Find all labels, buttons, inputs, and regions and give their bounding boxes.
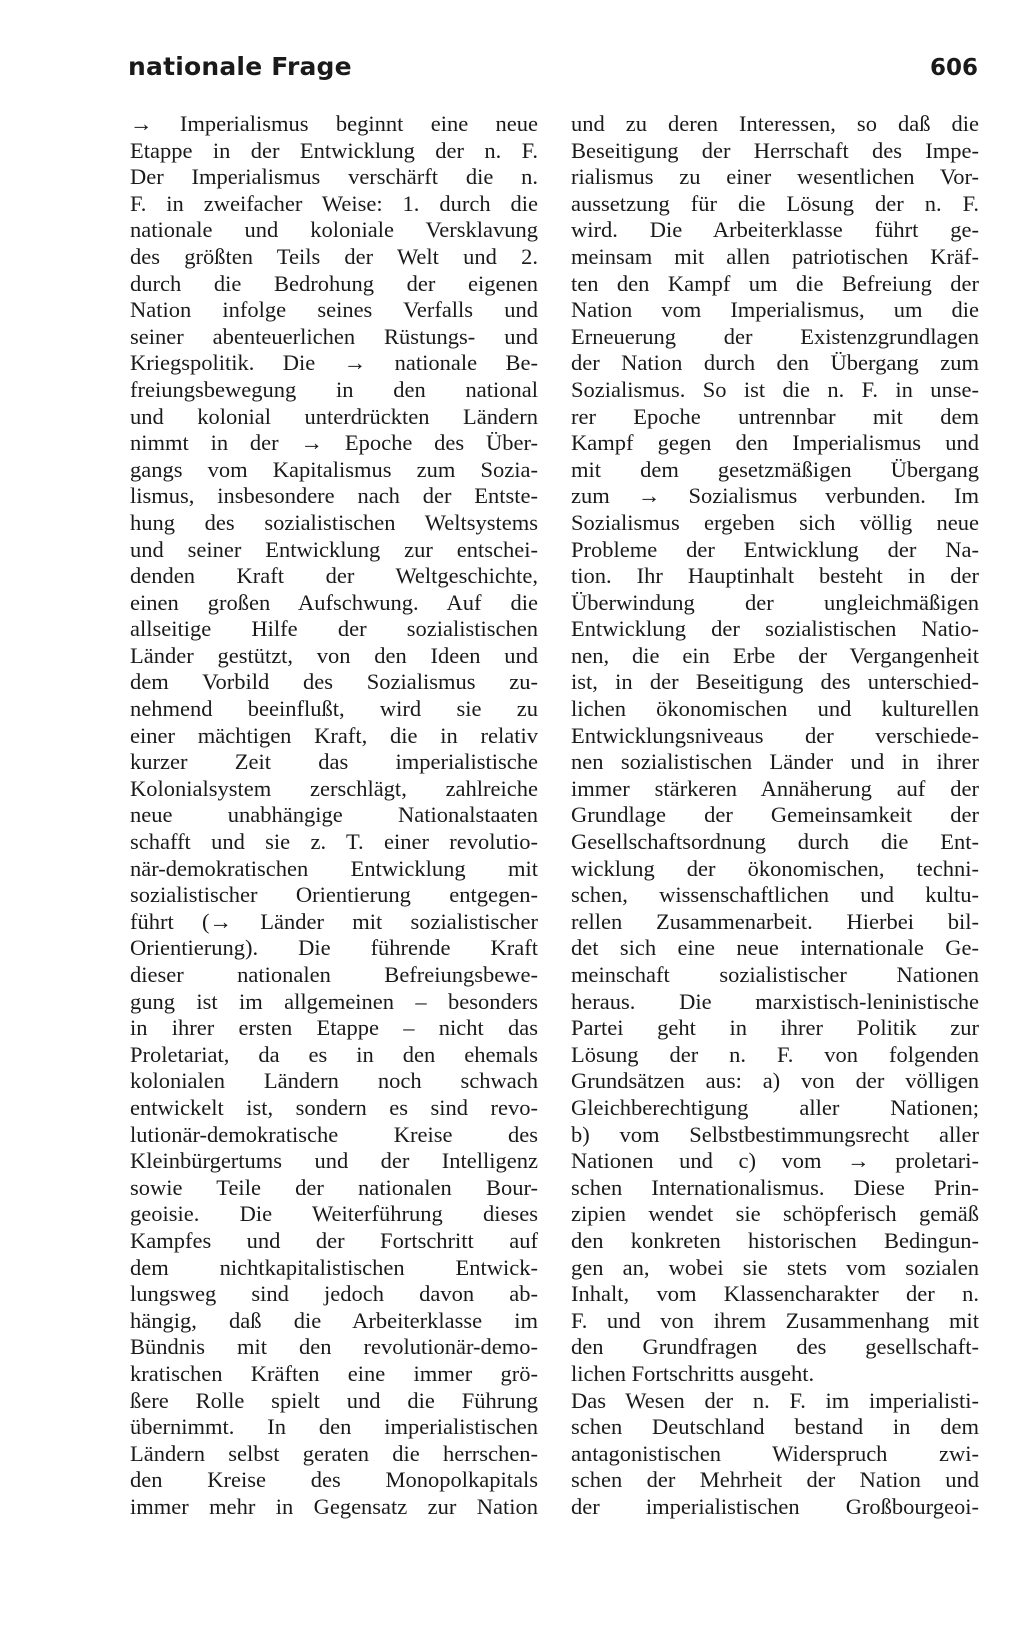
text-line: Beseitigung der Herrschaft des Impe- [571,137,979,163]
text-line: zum → Sozialismus verbunden. Im [571,483,979,509]
text-line: und zu deren Interessen, so daß die [571,111,979,136]
text-line: den Kreise des Monopolkapitals [130,1467,538,1493]
text-line: kolonialen Ländern noch schwach [130,1068,538,1094]
text-line: när-demokratischen Entwicklung mit [130,855,538,881]
text-line: einer mächtigen Kraft, die in relativ [130,722,538,748]
text-line: seiner abenteuerlichen Rüstungs- und [130,323,538,349]
text-line: der imperialistischen Großbourgeoi- [571,1493,979,1519]
text-line: denden Kraft der Weltgeschichte, [130,563,538,589]
text-line: kratischen Kräften eine immer grö- [130,1360,538,1386]
text-line: Bündnis mit den revolutionär-demo- [130,1334,538,1360]
text-line: antagonistischen Widerspruch zwi- [571,1440,979,1466]
text-line: der Nation durch den Übergang zum [571,350,979,376]
text-line: einen großen Aufschwung. Auf die [130,589,538,615]
text-line: lichen Fortschritts ausgeht. [571,1360,815,1386]
text-line: schen Internationalismus. Diese Prin- [571,1174,979,1200]
text-line: den konkreten historischen Bedingun- [571,1227,979,1253]
text-line: schafft und sie z. T. einer revolutio- [130,829,538,855]
text-line: ist, in der Beseitigung des unterschied- [571,669,979,695]
text-line: freiungsbewegung in den national [130,376,538,402]
text-line: durch die Bedrohung der eigenen [130,270,538,296]
text-line: Kolonialsystem zerschlägt, zahlreiche [130,775,538,801]
text-line: Proletariat, da es in den ehemals [130,1041,538,1067]
text-line: Gleichberechtigung aller Nationen; [571,1094,979,1120]
text-line: rialismus zu einer wesentlichen Vor- [571,164,979,190]
text-line: entwickelt ist, sondern es sind revo- [130,1094,538,1120]
text-line: aussetzung für die Lösung der n. F. [571,190,979,216]
text-line: Erneuerung der Existenzgrundlagen [571,323,979,349]
text-line: Gesellschaftsordnung durch die Ent- [571,829,979,855]
text-line: zipien wendet sie schöpferisch gemäß [571,1201,979,1227]
text-line: neue unabhängige Nationalstaaten [130,802,538,828]
text-line: b) vom Selbstbestimmungsrecht aller [571,1121,979,1147]
text-line: Grundlage der Gemeinsamkeit der [571,802,979,828]
text-line: dem nichtkapitalistischen Entwick- [130,1254,538,1280]
text-line: Kampf gegen den Imperialismus und [571,430,979,456]
text-line: F. in zweifacher Weise: 1. durch die [130,190,538,216]
text-line: lungsweg sind jedoch davon ab- [130,1281,538,1307]
text-line: meinsam mit allen patriotischen Kräf- [571,243,979,269]
text-line: rer Epoche untrennbar mit dem [571,403,979,429]
text-line: lismus, insbesondere nach der Entste- [130,483,538,509]
text-line: schen Deutschland bestand in dem [571,1414,979,1440]
text-line: und kolonial unterdrückten Ländern [130,403,538,429]
text-line: meinschaft sozialistischer Nationen [571,962,979,987]
text-line: schen der Mehrheit der Nation und [571,1467,979,1493]
running-header-title: nationale Frage [128,52,352,81]
text-line: übernimmt. In den imperialistischen [130,1414,538,1440]
text-line: des größten Teils der Welt und 2. [130,243,538,269]
text-line: Kleinbürgertums und der Intelligenz [130,1148,538,1174]
text-line: in ihrer ersten Etappe – nicht das [130,1015,538,1041]
text-line: sozialistischer Orientierung entgegen- [130,882,538,908]
text-line: allseitige Hilfe der sozialistischen [130,616,538,642]
text-line: gen an, wobei sie stets vom sozialen [571,1254,979,1280]
text-line: Grundsätzen aus: a) von der völligen [571,1068,979,1094]
text-line: und seiner Entwicklung zur entschei- [130,536,538,562]
text-line: Nation vom Imperialismus, um die [571,297,979,323]
text-line: F. und von ihrem Zusammenhang mit [571,1307,979,1333]
text-line: Etappe in der Entwicklung der n. F. [130,137,538,163]
text-line: ten den Kampf um die Befreiung der [571,270,979,296]
text-line: wird. Die Arbeiterklasse führt ge- [571,217,979,243]
text-line: heraus. Die marxistisch-leninistische [571,988,979,1014]
text-line: gangs vom Kapitalismus zum Sozia- [130,456,538,482]
text-line: geoisie. Die Weiterführung dieses [130,1201,538,1227]
text-line: Sozialismus ergeben sich völlig neue [571,509,979,535]
text-line: Probleme der Entwicklung der Na- [571,536,979,562]
text-line: hängig, daß die Arbeiterklasse im [130,1307,538,1333]
text-line: Lösung der n. F. von folgenden [571,1041,979,1067]
text-line: tion. Ihr Hauptinhalt besteht in der [571,563,979,589]
text-line: hung des sozialistischen Weltsystems [130,509,538,535]
text-line: det sich eine neue internationale Ge- [571,935,979,961]
text-line: lichen ökonomischen und kulturellen [571,696,979,722]
text-line: Entwicklungsniveaus der verschiede- [571,722,979,748]
text-line: Kampfes und der Fortschritt auf [130,1227,538,1253]
text-line: nimmt in der → Epoche des Über- [130,430,538,456]
text-line: Ländern selbst geraten die herrschen- [130,1440,538,1466]
text-line: mit dem gesetzmäßigen Übergang [571,456,979,482]
text-line: dieser nationalen Befreiungsbewe- [130,962,538,987]
text-line: immer stärkeren Annäherung auf der [571,775,979,801]
text-line: ßere Rolle spielt und die Führung [130,1387,538,1413]
text-line: Überwindung der ungleichmäßigen [571,589,979,615]
text-line: Sozialismus. So ist die n. F. in unse- [571,376,979,402]
page-number: 606 [930,55,979,81]
text-line: führt (→ Länder mit sozialistischer [130,908,538,934]
text-line: nationale und koloniale Versklavung [130,217,538,243]
text-line: nen, die ein Erbe der Vergangenheit [571,642,979,668]
text-line: immer mehr in Gegensatz zur Nation [130,1493,538,1519]
text-line: sowie Teile der nationalen Bour- [130,1174,538,1200]
text-line: Orientierung). Die führende Kraft [130,935,538,961]
text-line: Kriegspolitik. Die → nationale Be- [130,350,538,376]
text-line: rellen Zusammenarbeit. Hierbei bil- [571,908,979,934]
text-line: dem Vorbild des Sozialismus zu- [130,669,538,695]
text-line: den Grundfragen des gesellschaft- [571,1334,979,1360]
text-line: Der Imperialismus verschärft die n. [130,164,538,190]
text-line: Partei geht in ihrer Politik zur [571,1015,979,1041]
text-line: gung ist im allgemeinen – besonders [130,988,538,1014]
text-column-right [571,111,979,1520]
text-line: Entwicklung der sozialistischen Natio- [571,616,979,642]
text-line: Das Wesen der n. F. im imperialisti- [571,1387,979,1413]
text-line: → Imperialismus beginnt eine neue [130,111,538,136]
text-line: kurzer Zeit das imperialistische [130,749,538,775]
text-line: schen, wissenschaftlichen und kultu- [571,882,979,908]
text-line: nehmend beeinflußt, wird sie zu [130,696,538,722]
text-line: Länder gestützt, von den Ideen und [130,642,538,668]
text-line: nen sozialistischen Länder und in ihrer [571,749,979,775]
text-line: Inhalt, vom Klassencharakter der n. [571,1281,979,1307]
text-line: Nationen und c) vom → proletari- [571,1148,979,1174]
text-line: Nation infolge seines Verfalls und [130,297,538,323]
text-line: lutionär-demokratische Kreise des [130,1121,538,1147]
text-line: wicklung der ökonomischen, techni- [571,855,979,881]
text-column-left [130,111,538,1520]
